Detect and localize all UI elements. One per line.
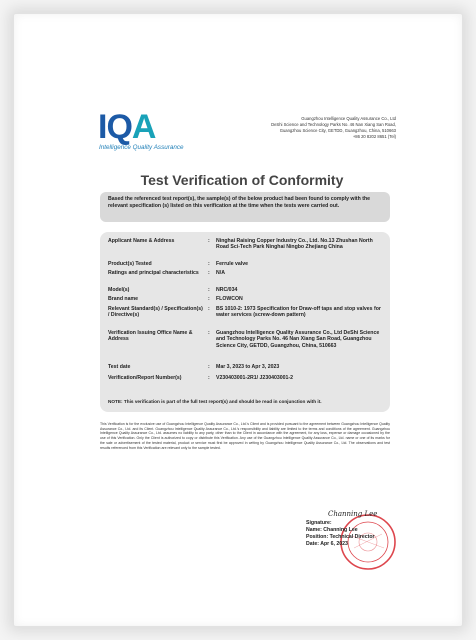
field-label: Model(s): [108, 287, 130, 293]
verification-note: NOTE: This verification is part of the full test report(s) and should be read in conjunction with it.: [108, 399, 322, 404]
field-value: NRC/034: [216, 287, 238, 293]
field-label: Applicant Name & Address: [108, 238, 175, 244]
field-label: Verification Issuing Office Name & Address: [108, 330, 193, 343]
iqa-logo: [98, 110, 194, 156]
document-title: Test Verification of Conformity: [140, 172, 344, 188]
field-colon: :: [208, 287, 210, 293]
field-value: BS 1010-2: 1973 Specification for Draw-off taps and stop valves for water services (screw-down pattern): [216, 306, 381, 319]
logo-tagline: Intelligence Quality Assurance: [99, 144, 184, 151]
field-value: Ninghai Raising Copper Industry Co., Ltd. No.13 Zhushan North Road Sci-Tech Park Ninghai Ningbo Zhejiang China: [216, 238, 373, 251]
signatory-name: Name: Channing Lee: [306, 527, 358, 533]
field-colon: :: [208, 364, 210, 370]
field-colon: :: [208, 330, 210, 336]
field-colon: :: [208, 270, 210, 276]
field-value: FLOWCON: [216, 296, 243, 302]
field-colon: :: [208, 238, 210, 244]
field-value: Ferrule valve: [216, 261, 249, 267]
field-value: Mar 3, 2023 to Apr 3, 2023: [216, 364, 280, 370]
certificate-sheet: [76, 92, 408, 592]
header-address: [226, 116, 396, 140]
field-label: Ratings and principal characteristics: [108, 270, 199, 276]
logo-letter: A: [131, 108, 156, 146]
field-label: Verification/Report Number(s): [108, 375, 182, 381]
address-line: DeShi Science and Technology Parks No. 46 Nan Xiang San Road,: [271, 122, 396, 127]
disclaimer-text: This Verification is for the exclusive use of Guangzhou Intelligence Quality Assurance Co., Ltd.'s Client and is provided pursuant to the agreement between Guangzhou Intelligence Quality Assurance Co., Ltd. and its Client. Guangzhou Intelligence Quality Assurance Co., Ltd.'s responsibility and liability are limited to the terms and conditions of the agreement. Guangzhou Intelligence Quality Assurance Co., Ltd. assumes no liability to any party, other than to the Client in accordance with the agreement, for any loss, expense or damage occasioned by the use of this Verification. Only the Client is authorized to copy or distribute this Verification. Any use of the Guangzhou Intelligence Quality Assurance Co., Ltd. name or one of its marks for the sale or advertisement of the tested material, product or service must first be approved in writing by Guangzhou Intelligence Quality Assurance Co., Ltd. The observations and test results referenced from this Verification are relevant only to the sample tested.: [100, 422, 390, 450]
field-label: Relevant Standard(s) / Specification(s) / Directive(s): [108, 306, 203, 319]
signature-block: [306, 520, 375, 548]
signature-date: Date: Apr 6, 2023: [306, 541, 348, 547]
signature-label: Signature:: [306, 520, 332, 526]
field-colon: :: [208, 375, 210, 381]
address-line: +86 20 8202 8651 (Tel): [352, 134, 396, 139]
logo-text: [98, 110, 155, 144]
handwritten-signature: Channing Lee: [328, 510, 378, 518]
details-panel: [100, 232, 390, 412]
field-value: V230403001-2R1/ J230403001-2: [216, 375, 294, 381]
intro-statement: Based the referenced test report(s), the sample(s) of the below product had been found to comply with the relevant specification (s) listed on this verification at the time when the tests were carried out.: [100, 192, 390, 222]
field-label: Product(s) Tested: [108, 261, 152, 267]
address-line: Guangzhou Intelligence Quality Assurance Co., Ltd: [301, 116, 396, 121]
logo-letter: Q: [106, 108, 132, 146]
signatory-position: Position: Technical Director: [306, 534, 375, 540]
field-label: Brand name: [108, 296, 138, 302]
address-line: Guangzhou Science City, GETDD, Guangzhou, China, 510663: [279, 128, 396, 133]
field-colon: :: [208, 296, 210, 302]
field-colon: :: [208, 261, 210, 267]
logo-letter: I: [98, 108, 107, 146]
field-label: Test date: [108, 364, 131, 370]
field-value: Guangzhou Intelligence Quality Assurance Co., Ltd DeShi Science and Technology Parks No. 46 Nan Xiang San Road, Guangzhou Science City, GETDD, Guangzhou, China, 510663: [216, 330, 380, 349]
certificate-frame: [14, 14, 462, 626]
field-colon: :: [208, 306, 210, 312]
field-value: N/A: [216, 270, 225, 276]
